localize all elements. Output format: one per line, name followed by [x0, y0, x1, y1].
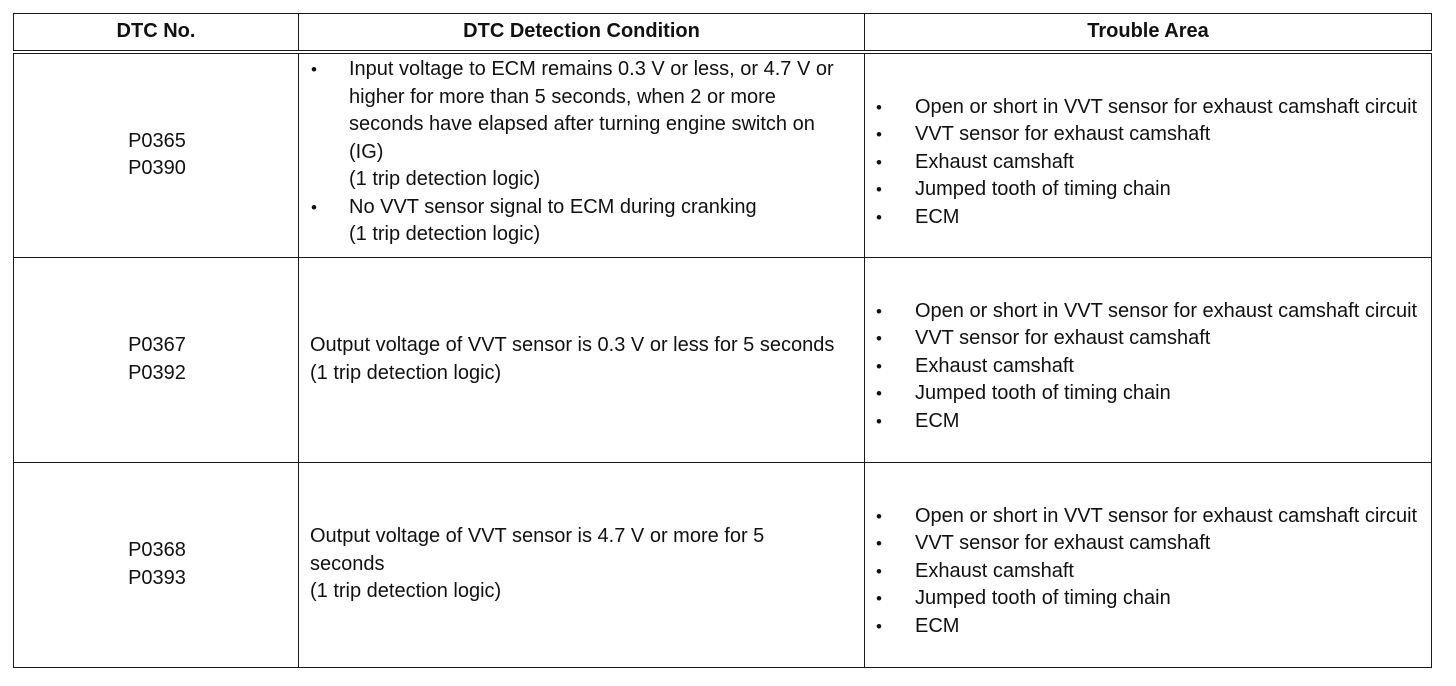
trouble-area-list: [865, 503, 1431, 641]
bullet-icon: •: [876, 411, 882, 431]
trouble-area-text: VVT sensor for exhaust camshaft: [915, 327, 1211, 350]
dtc-code-cell: [14, 52, 299, 257]
bullet-icon: •: [876, 301, 882, 321]
header-dtc-no: DTC No.: [14, 14, 299, 53]
dtc-code: P0365: [128, 129, 186, 152]
bullet-icon: •: [876, 384, 882, 404]
table-row: [14, 52, 1432, 257]
trouble-area-text: Exhaust camshaft: [915, 150, 1074, 173]
trouble-area-text: Jumped tooth of timing chain: [915, 587, 1171, 610]
bullet-icon: •: [876, 356, 882, 376]
bullet-icon: •: [876, 180, 882, 199]
list-item: [865, 204, 1431, 232]
dtc-code: P0393: [128, 566, 186, 589]
trouble-area-text: Jumped tooth of timing chain: [915, 178, 1171, 200]
table-row: [14, 257, 1432, 462]
bullet-icon: •: [876, 506, 882, 526]
condition-note: (1 trip detection logic): [349, 223, 541, 245]
bullet-icon: •: [876, 207, 882, 227]
bullet-icon: •: [876, 152, 882, 172]
bullet-icon: •: [311, 60, 317, 79]
list-item: [865, 585, 1431, 613]
table-row: [14, 462, 1432, 667]
detection-condition-cell: [299, 52, 865, 257]
condition-note: (1 trip detection logic): [310, 580, 502, 603]
trouble-area-cell: [865, 462, 1432, 667]
bullet-icon: •: [876, 616, 882, 636]
list-item: [865, 149, 1431, 177]
bullet-icon: •: [876, 561, 882, 581]
list-item: [865, 408, 1431, 436]
list-item: [299, 56, 864, 194]
list-item: [865, 353, 1431, 381]
condition-text: Input voltage to ECM remains 0.3 V or less, or 4.7 V or higher for more than 5 seconds, when 2 or more seconds have elapsed after turning engine switch on (IG): [349, 58, 834, 163]
dtc-code-cell: [14, 257, 299, 462]
trouble-area-text: ECM: [915, 409, 960, 432]
condition-text: No VVT sensor signal to ECM during cranking: [349, 195, 757, 218]
list-item: [865, 503, 1431, 531]
dtc-code: P0390: [128, 157, 186, 180]
list-item: [865, 176, 1431, 204]
bullet-icon: •: [876, 97, 882, 117]
list-item: [865, 121, 1431, 149]
bullet-icon: •: [876, 125, 882, 144]
bullet-icon: •: [876, 329, 882, 349]
trouble-area-text: Exhaust camshaft: [915, 354, 1074, 377]
list-item: [865, 380, 1431, 408]
condition-list: [299, 56, 864, 249]
trouble-area-text: VVT sensor for exhaust camshaft: [915, 532, 1211, 555]
trouble-area-text: Open or short in VVT sensor for exhaust camshaft circuit: [915, 95, 1418, 118]
header-row: [14, 14, 1432, 53]
trouble-area-list: [865, 298, 1431, 436]
list-item: [865, 613, 1431, 641]
trouble-area-text: Jumped tooth of timing chain: [915, 382, 1171, 405]
dtc-code: P0368: [128, 539, 186, 561]
condition-note: (1 trip detection logic): [349, 168, 541, 190]
trouble-area-cell: [865, 52, 1432, 257]
header-trouble-area: Trouble Area: [865, 14, 1432, 53]
dtc-code: P0392: [128, 361, 186, 384]
detection-condition-cell: [299, 462, 865, 667]
condition-text: Output voltage of VVT sensor is 4.7 V or more for 5 seconds: [310, 525, 765, 575]
list-item: [299, 194, 864, 249]
condition-text: Output voltage of VVT sensor is 0.3 V or less for 5 seconds: [310, 334, 835, 356]
trouble-area-text: VVT sensor for exhaust camshaft: [915, 123, 1211, 145]
trouble-area-text: Open or short in VVT sensor for exhaust camshaft circuit: [915, 299, 1418, 322]
list-item: [865, 94, 1431, 122]
trouble-area-list: [865, 94, 1431, 232]
bullet-icon: •: [311, 197, 317, 217]
trouble-area-text: Open or short in VVT sensor for exhaust camshaft circuit: [915, 504, 1418, 527]
header-detection-condition: DTC Detection Condition: [299, 14, 865, 53]
trouble-area-cell: [865, 257, 1432, 462]
trouble-area-text: ECM: [915, 614, 960, 637]
bullet-icon: •: [876, 534, 882, 554]
dtc-code-cell: [14, 462, 299, 667]
dtc-table: [13, 13, 1432, 668]
list-item: [865, 298, 1431, 326]
list-item: [865, 325, 1431, 353]
trouble-area-text: ECM: [915, 205, 960, 228]
condition-note: (1 trip detection logic): [310, 361, 502, 384]
list-item: [865, 530, 1431, 558]
list-item: [865, 558, 1431, 586]
dtc-code: P0367: [128, 334, 186, 356]
trouble-area-text: Exhaust camshaft: [915, 559, 1074, 582]
detection-condition-cell: [299, 257, 865, 462]
bullet-icon: •: [876, 589, 882, 609]
